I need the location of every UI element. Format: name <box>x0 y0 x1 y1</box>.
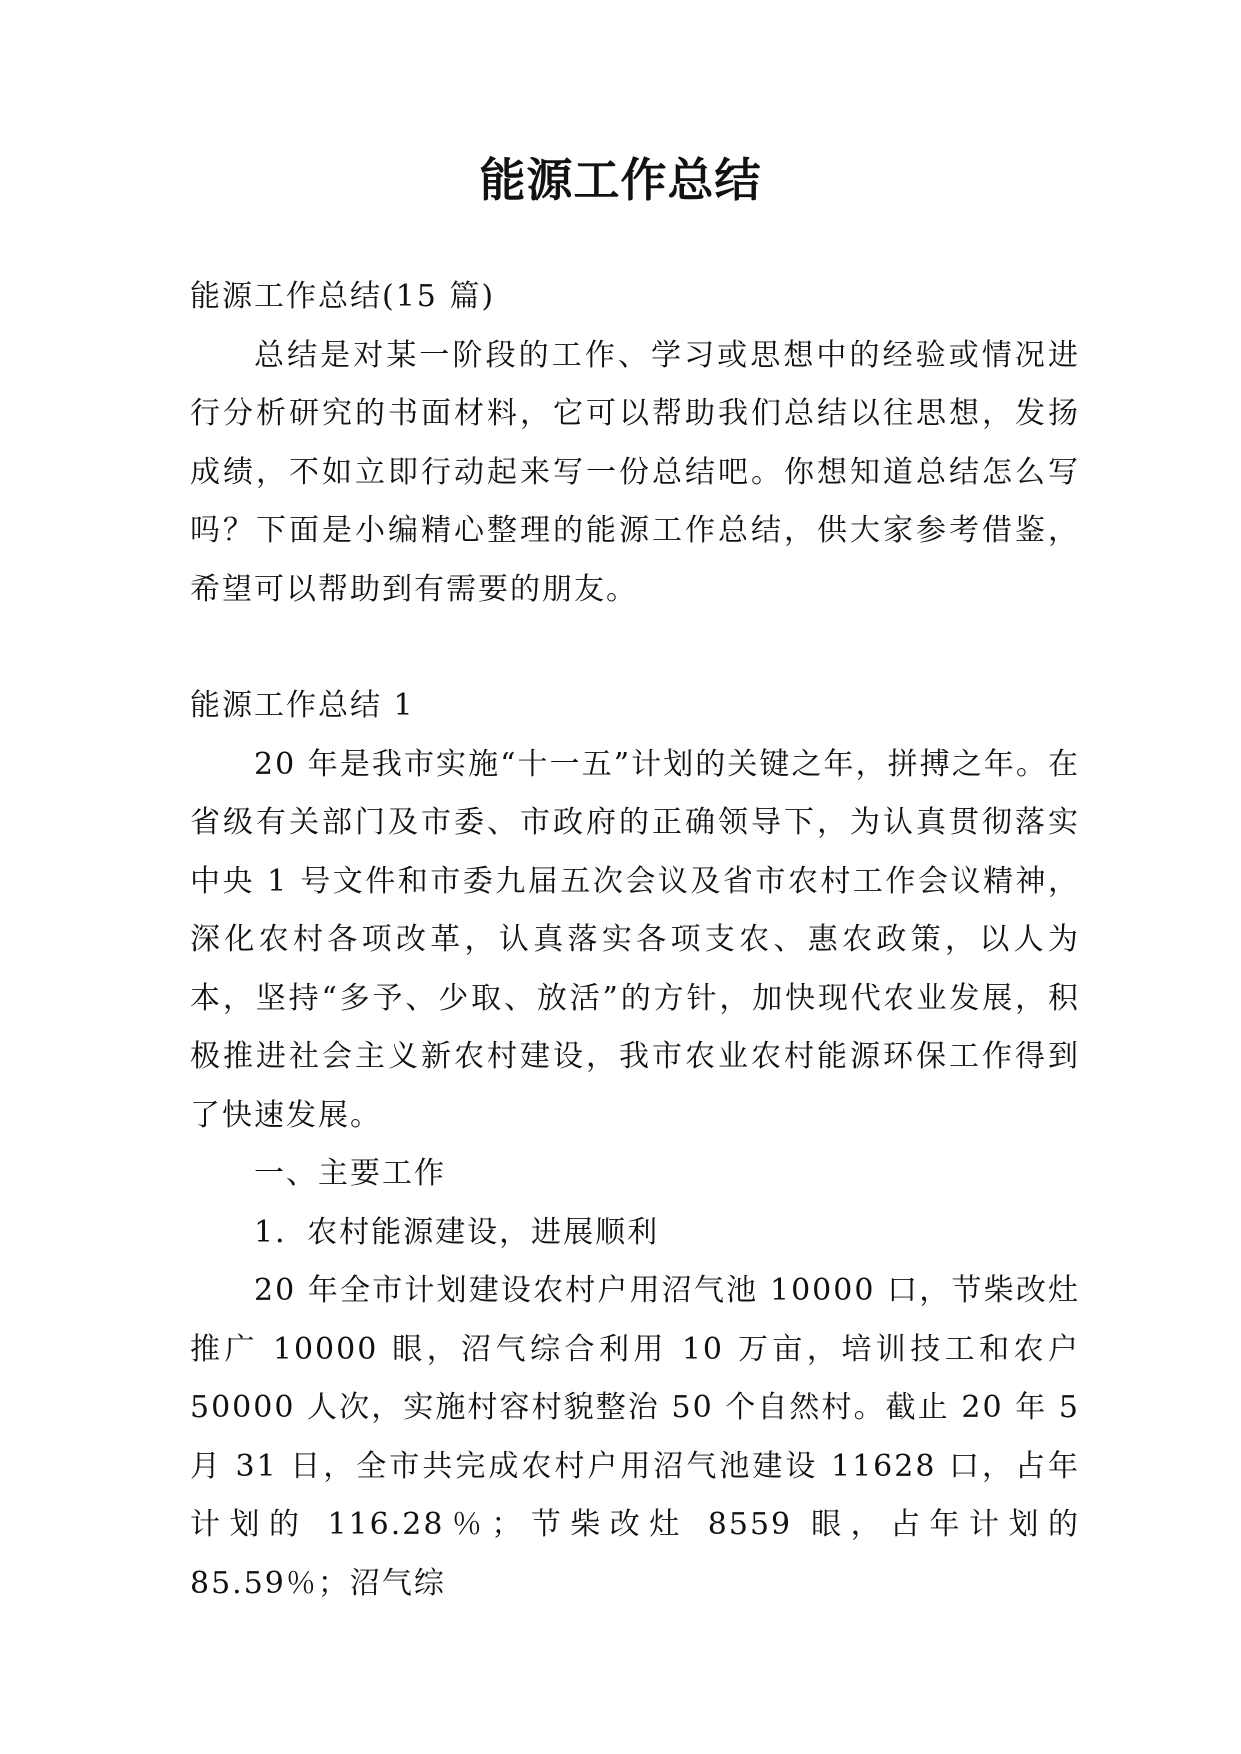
document-title: 能源工作总结 <box>479 153 762 207</box>
main-work-heading: 一、主要工作 <box>254 1156 446 1191</box>
intro-paragraph: 总结是对某一阶段的工作、学习或思想中的经验或情况进行分析研究的书面材料，它可以帮助我们总结以往思想，发扬成绩，不如立即行动起来写一份总结吧。你想知道总结怎么写吗？下面是小编精心整理的能源工作总结，供大家参考借鉴，希望可以帮助到有需要的朋友。 <box>190 337 1080 607</box>
document-subtitle: 能源工作总结(15 篇) <box>190 279 496 314</box>
item-paragraph: 20 年全市计划建设农村户用沼气池 10000 口，节柴改灶推广 10000 眼，沼气综合利用 10 万亩，培训技工和农户 50000 人次，实施村容村貌整治 50 个自然村。截止 20 年 5 月 31 日，全市共完成农村户用沼气池建设 11628 口，占年计划的 116.28％；节柴改灶 8559 眼，占年计划的 85.59％；沼气综 <box>190 1273 1080 1601</box>
section-heading: 能源工作总结 1 <box>190 688 415 723</box>
item-heading: 1．农村能源建设，进展顺利 <box>254 1214 660 1250</box>
document-body <box>190 268 1080 1613</box>
section-paragraph: 20 年是我市实施“十一五”计划的关键之年，拼搏之年。在省级有关部门及市委、市政府的正确领导下，为认真贯彻落实中央 1 号文件和市委九届五次会议及省市农村工作会议精神，深化农村各项改革，认真落实各项支农、惠农政策，以人为本，坚持“多予、少取、放活”的方针，加快现代农业发展，积极推进社会主义新农村建设，我市农业农村能源环保工作得到了快速发展。 <box>190 746 1080 1133</box>
